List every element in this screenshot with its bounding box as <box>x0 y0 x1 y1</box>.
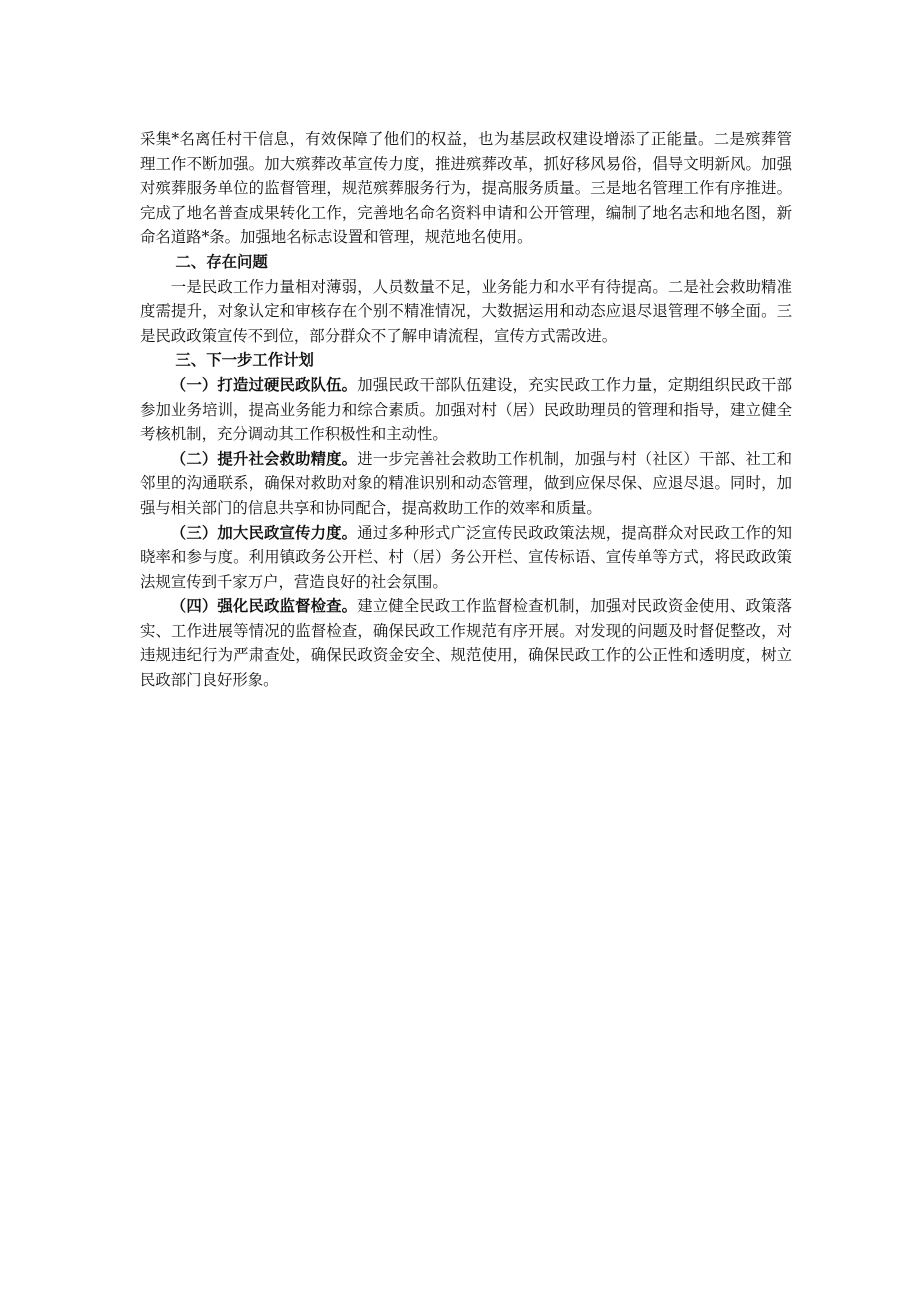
section-heading-next-plan: 三、下一步工作计划 <box>175 351 314 370</box>
plan-item-2-lead: （二）提升社会救助精度。 <box>170 449 358 468</box>
plan-item-2-body: 进一步完善社会救助工作机制，加强与村（社区）干部、社工和邻里的沟通联系，确保对救助对象的精准识别和动态管理，做到应保尽保、应退尽退。同时，加强与相关部门的信息共享和协同配合，提高救助工作的效率和质量。 <box>140 449 792 517</box>
plan-item-1-body: 加强民政干部队伍建设，充实民政工作力量，定期组织民政干部参加业务培训，提高业务能力和综合素质。加强对村（居）民政助理员的管理和指导，建立健全考核机制，充分调动其工作积极性和主动性。 <box>140 375 792 444</box>
plan-item-4 <box>140 594 792 692</box>
plan-item-1-lead: （一）打造过硬民政队伍。 <box>170 375 358 394</box>
document-page <box>140 127 792 693</box>
section-heading-problems: 二、存在问题 <box>175 252 268 271</box>
plan-item-4-body: 建立健全民政工作监督检查机制，加强对民政资金使用、政策落实、工作进展等情况的监督检查，确保民政工作规范有序开展。对发现的问题及时督促整改，对违规违纪行为严肃查处，确保民政资金安全、规范使用，确保民政工作的公正性和透明度，树立民政部门良好形象。 <box>140 597 792 690</box>
plan-item-3 <box>140 521 792 595</box>
intro-paragraph: 采集*名离任村干信息，有效保障了他们的权益，也为基层政权建设增添了正能量。二是殡葬管理工作不断加强。加大殡葬改革宣传力度，推进殡葬改革，抓好移风易俗，倡导文明新风。加强对殡葬服务单位的监督管理，规范殡葬服务行为，提高服务质量。三是地名管理工作有序推进。完成了地名普查成果转化工作，完善地名命名资料申请和公开管理，编制了地名志和地名图，新命名道路*条。加强地名标志设置和管理，规范地名使用。 <box>140 130 792 247</box>
plan-item-4-lead: （四）强化民政监督检查。 <box>170 597 358 616</box>
plan-item-2 <box>140 447 792 521</box>
plan-item-3-lead: （三）加大民政宣传力度。 <box>170 523 358 542</box>
problems-paragraph: 一是民政工作力量相对薄弱，人员数量不足，业务能力和水平有待提高。二是社会救助精准度需提升，对象认定和审核存在个别不精准情况，大数据运用和动态应退尽退管理不够全面。三是民政政策宣传不到位，部分群众不了解申请流程，宣传方式需改进。 <box>140 277 792 345</box>
plan-item-3-body: 通过多种形式广泛宣传民政政策法规，提高群众对民政工作的知晓率和参与度。利用镇政务公开栏、村（居）务公开栏、宣传标语、宣传单等方式，将民政政策法规宣传到千家万户，营造良好的社会氛围。 <box>140 523 792 591</box>
plan-item-1 <box>140 373 792 447</box>
